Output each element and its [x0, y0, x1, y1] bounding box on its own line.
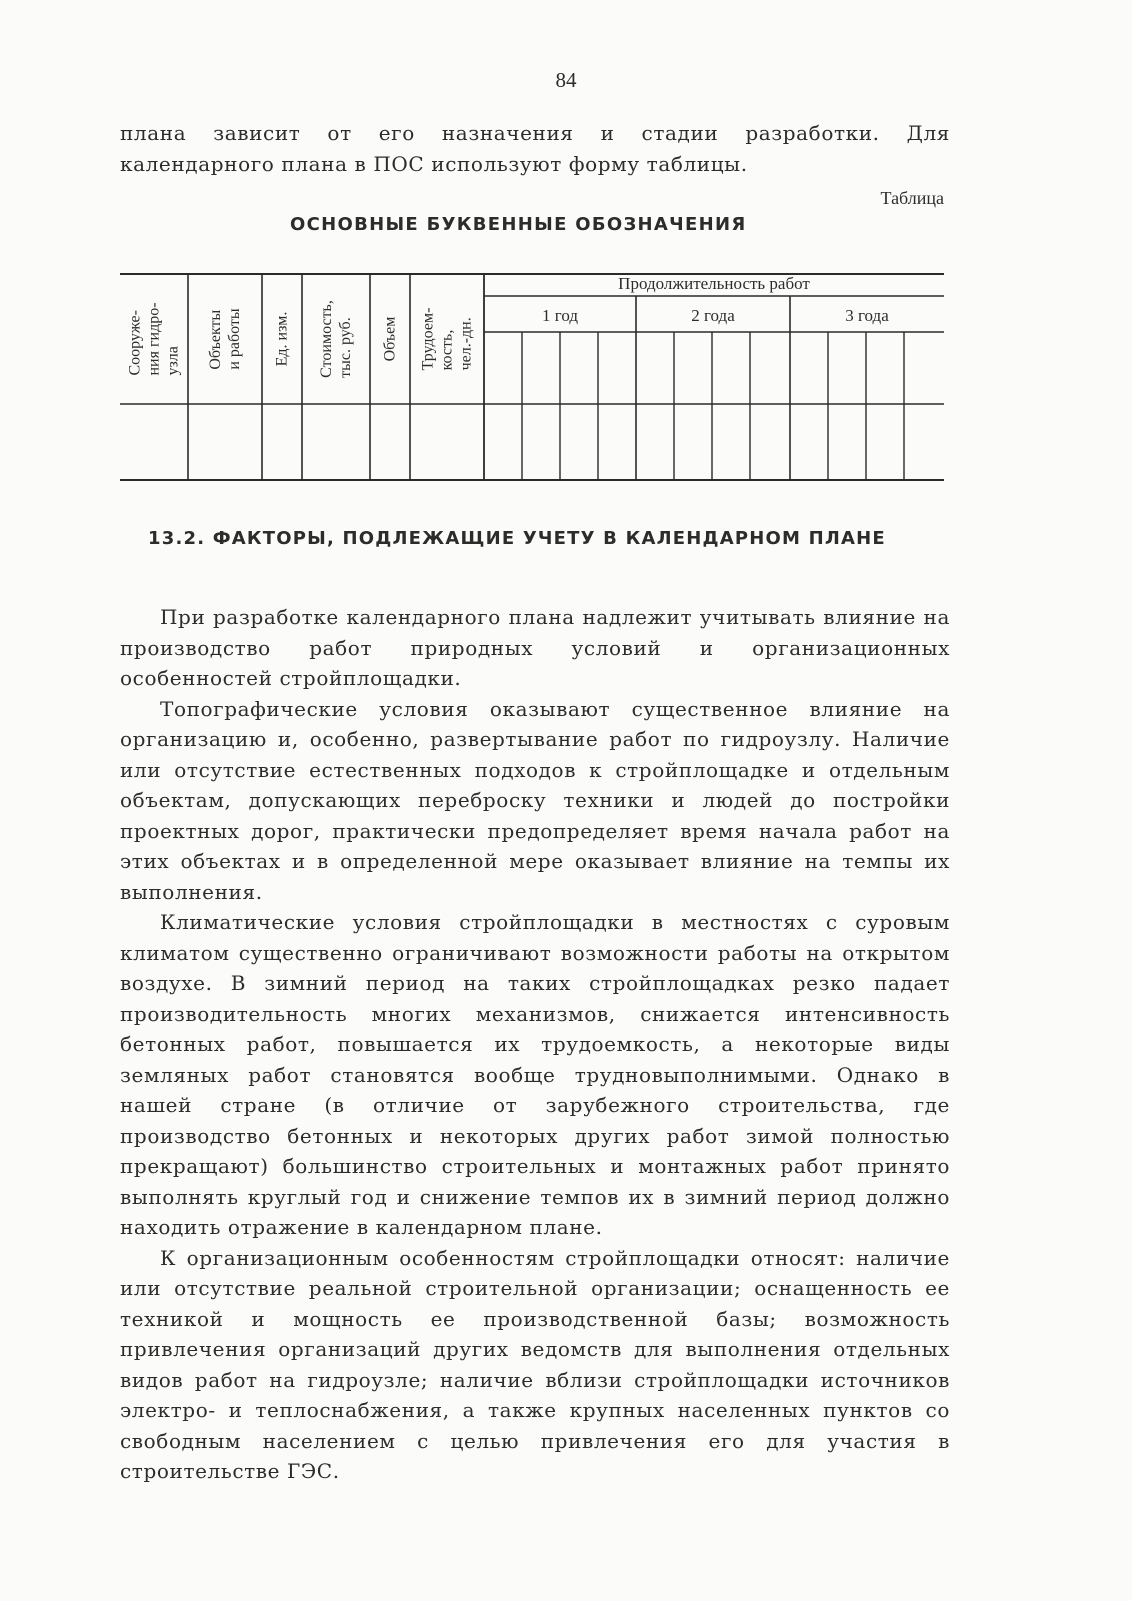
duration-header: Продолжительность работ	[618, 274, 810, 293]
schedule-table: Сооруже- ния гидро- узла Объекты и работы Ед. изм. Стоимость, тыс. руб. Объем Трудоем- кость, чел.-дн. Продолжительность работ 1 год 2 года 3 года	[120, 262, 944, 482]
table-grid	[120, 262, 944, 482]
period-year-2: 2 года	[691, 306, 735, 325]
paragraph: Климатические условия стройплощадки в местностях с суровым климатом существенно ограничивают возможности работы на открытом воздухе. В зимний период на таких стройплощадках резко падает производительность многих механизмов, снижается интенсивность бетонных работ, повышается их трудоемкость, а некоторые виды земляных работ становятся вообще трудновыполнимыми. Однако в нашей стране (в отличие от зарубежного строительства, где производство бетонных и некоторых других работ зимой полностью прекращают) большинство строительных и монтажных работ принято выполнять круглый год и снижение темпов их в зимний период должно находить отражение в календарном плане.	[120, 910, 950, 1239]
section-body	[120, 602, 950, 1487]
paragraph: При разработке календарного плана надлежит учитывать влияние на производство работ природных условий и организационных особенностей стройплощадки.	[120, 605, 950, 690]
table-caption: Таблица	[880, 188, 944, 208]
table-title: ОСНОВНЫЕ БУКВЕННЫЕ ОБОЗНАЧЕНИЯ	[290, 214, 747, 235]
period-year-1: 1 год	[542, 306, 578, 325]
paragraph: Топографические условия оказывают существенное влияние на организацию и, особенно, развертывание работ по гидроузлу. Наличие или отсутствие естественных подходов к стройплощадке и отдельным объектам, допускающих переброску техники и людей до постройки проектных дорог, практически предопределяет время начала работ на этих объектах и в определенной мере оказывает влияние на темпы их выполнения.	[120, 696, 950, 904]
period-year-3: 3 года	[845, 306, 889, 325]
paragraph: К организационным особенностям стройплощадки относят: наличие или отсутствие реальной строительной организации; оснащенность ее техникой и мощность ее производственной базы; возможность привлечения организаций других ведомств для выполнения отдельных видов работ на гидроузле; наличие вблизи стройплощадки источников электро- и теплоснабжения, а также крупных населенных пунктов со свободным населением с целью привлечения его для участия в строительстве ГЭС.	[120, 1245, 950, 1483]
section-heading: 13.2. ФАКТОРЫ, ПОДЛЕЖАЩИЕ УЧЕТУ В КАЛЕНДАРНОМ ПЛАНЕ	[148, 528, 886, 549]
intro-paragraph: плана зависит от его назначения и стадии разработки. Для календарного плана в ПОС используют форму таблицы.	[120, 121, 950, 176]
page-number: 84	[555, 68, 577, 92]
